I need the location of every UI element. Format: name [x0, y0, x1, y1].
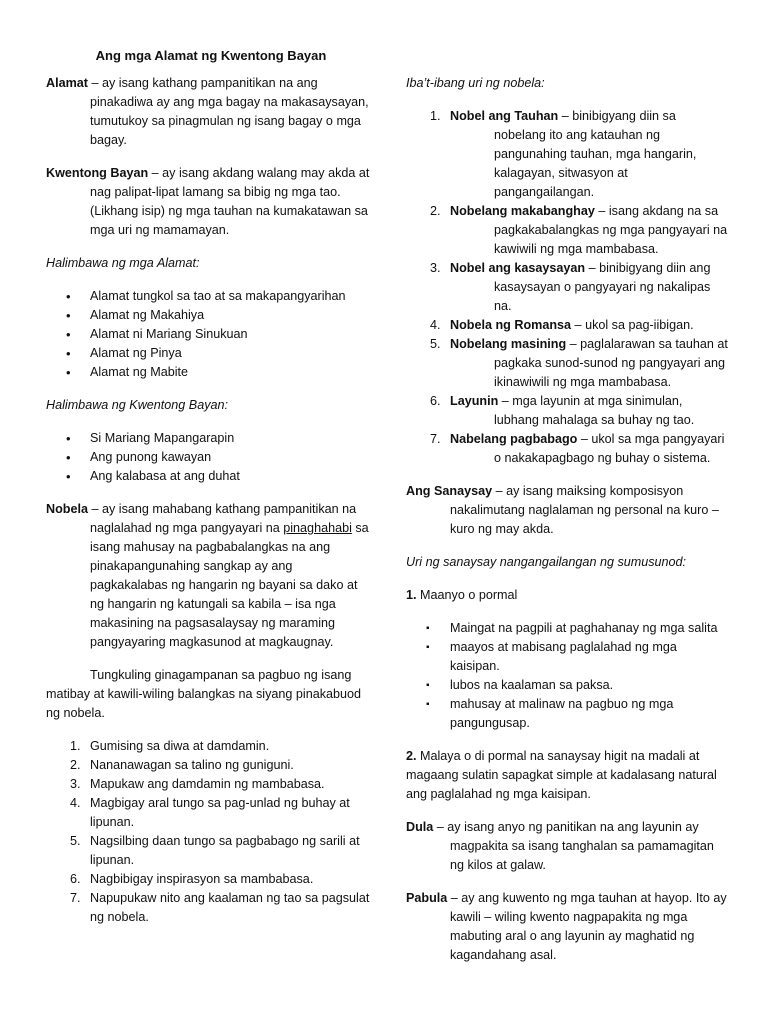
definition: – ay isang akdang walang may akda at nag palipat-lipat lamang sa bibig ng mga tao. (Likhang isip) ng mga tauhan na kumakatawan sa mga uri ng mamamayan.	[90, 166, 370, 237]
list-item: ▪ Maingat na pagpili at paghahanay ng mga salita	[406, 619, 728, 638]
halimbawa-alamat-heading: Halimbawa ng mga Alamat:	[46, 256, 200, 270]
list-item: 7. Nabelang pagbabago – ukol sa mga pangyayari o nakakapagbago ng buhay o sistema.	[430, 432, 725, 465]
list-item: 5. Nobelang masining – paglalarawan sa tauhan at pagkaka sunod-sunod ng pangyayari ang ikinawiwili ng mga mambabasa.	[430, 337, 728, 389]
tungkulin-paragraph: Tungkuling ginagampanan sa pagbuo ng isang matibay at kawili-wiling balangkas na siyang pinakabuod ng nobela.	[46, 668, 362, 720]
uri-sanaysay-heading: Uri ng sanaysay nangangailangan ng sumusunod:	[406, 555, 687, 569]
list-item: • Alamat ng Mabite	[46, 363, 371, 382]
list-item: 4. Magbigay aral tungo sa pag-unlad ng buhay at lipunan.	[70, 796, 350, 829]
pormal-heading: 1. Maanyo o pormal	[406, 588, 518, 602]
uri-nobela-list	[406, 107, 728, 468]
list-item: 1. Gumising sa diwa at damdamin.	[70, 739, 270, 753]
sanaysay-definition	[406, 482, 728, 539]
list-item: ▪ mahusay at malinaw na pagbuo ng mga pangungusap.	[406, 695, 728, 733]
pormal-list	[406, 619, 728, 733]
list-item: • Alamat ng Makahiya	[46, 306, 371, 325]
list-item: 7. Napupukaw nito ang kaalaman ng tao sa pagsulat ng nobela.	[70, 891, 370, 924]
list-item: 2. Nananawagan sa talino ng guniguni.	[70, 758, 294, 772]
definition: – ay isang maiksing komposisyon nakalimutang naglalaman ng personal na kuro – kuro ng may akda.	[450, 484, 719, 536]
list-item: 6. Nagbibigay inspirasyon sa mambabasa.	[70, 872, 314, 886]
halimbawa-kwento-heading: Halimbawa ng Kwentong Bayan:	[46, 398, 229, 412]
list-item: • Alamat ng Pinya	[46, 344, 371, 363]
definition: – ay isang kathang pampanitikan na ang pinakadiwa ay ang mga bagay na makasaysayan, tumutukoy sa pinagmulan ng isang bagay o mga bagay.	[88, 76, 369, 147]
right-column	[406, 74, 728, 979]
list-item: ▪ lubos na kaalaman sa paksa.	[406, 676, 728, 695]
definition-part: sa isang mahusay na pagbabalangkas na ang pinakapangunahing sangkap ay ang pagkakalabas ng hangarin ng bayani sa dako at ng hangarin ng katungali sa kabila – isa nga makasining na pagsasalaysay ng maraming pangyayaring magkasunod at magkaugnay.	[90, 521, 369, 649]
pabula-definition	[406, 889, 728, 965]
tungkulin-list	[46, 737, 371, 927]
left-column	[46, 74, 371, 941]
dula-definition	[406, 818, 728, 875]
kwentong-bayan-definition	[46, 164, 371, 240]
list-item: • Alamat tungkol sa tao at sa makapangyarihan	[46, 287, 371, 306]
uri-nobela-heading: Iba’t-ibang uri ng nobela:	[406, 76, 545, 90]
list-item: 5. Nagsilbing daan tungo sa pagbabago ng sarili at lipunan.	[70, 834, 360, 867]
list-item: 3. Mapukaw ang damdamin ng mambabasa.	[70, 777, 325, 791]
halimbawa-alamat-list	[46, 287, 371, 382]
definition: – ay ang kuwento ng mga tauhan at hayop. Ito ay kawili – wiling kwento nagpapakita ng mga mabuting aral o ang layunin ay maghatid ng kagandahang asal.	[447, 891, 727, 962]
di-pormal-paragraph: 2. Malaya o di pormal na sanaysay higit na madali at magaang sulatin sapagkat simple at kadalasang natural ang paglalahad ng mga kaisipan.	[406, 749, 717, 801]
term: Pabula	[406, 891, 448, 905]
term: Nobela	[46, 502, 88, 516]
term: Alamat	[46, 76, 88, 90]
list-item: • Ang punong kawayan	[46, 448, 371, 467]
definition: – ay isang anyo ng panitikan na ang layunin ay magpakita sa isang tanghalan sa pamamagitan ng kilos at galaw.	[433, 820, 714, 872]
list-item: 4. Nobela ng Romansa – ukol sa pag-iibigan.	[430, 318, 694, 332]
term: Dula	[406, 820, 434, 834]
list-item: 6. Layunin – mga layunin at mga sinimulan, lubhang mahalaga sa buhay ng tao.	[430, 394, 695, 427]
list-item: • Si Mariang Mapangarapin	[46, 429, 371, 448]
list-item: • Ang kalabasa at ang duhat	[46, 467, 371, 486]
list-item: 3. Nobel ang kasaysayan – binibigyang diin ang kasaysayan o pangyayari ng nakalipas na.	[430, 261, 711, 313]
definition-part: – ay isang mahabang kathang pampanitikan na naglalahad ng mga pangyayari na	[88, 502, 357, 535]
alamat-definition	[46, 74, 371, 150]
nobela-definition	[46, 500, 371, 652]
underlined-word: pinaghahabi	[283, 521, 352, 535]
list-item: 1. Nobel ang Tauhan – binibigyang diin sa nobelang ito ang katauhan ng pangunahing tauhan, mga hangarin, kalagayan, sitwasyon at pangangailangan.	[430, 109, 697, 199]
list-item: • Alamat ni Mariang Sinukuan	[46, 325, 371, 344]
list-item: ▪ maayos at mabisang paglalahad ng mga kaisipan.	[406, 638, 728, 676]
page-title: Ang mga Alamat ng Kwentong Bayan	[95, 48, 327, 63]
term: Kwentong Bayan	[46, 166, 149, 180]
list-item: 2. Nobelang makabanghay – isang akdang na sa pagkakabalangkas ng mga pangyayari na kawiwili ng mga mambabasa.	[430, 204, 728, 256]
halimbawa-kwento-list	[46, 429, 371, 486]
term: Ang Sanaysay	[406, 484, 493, 498]
